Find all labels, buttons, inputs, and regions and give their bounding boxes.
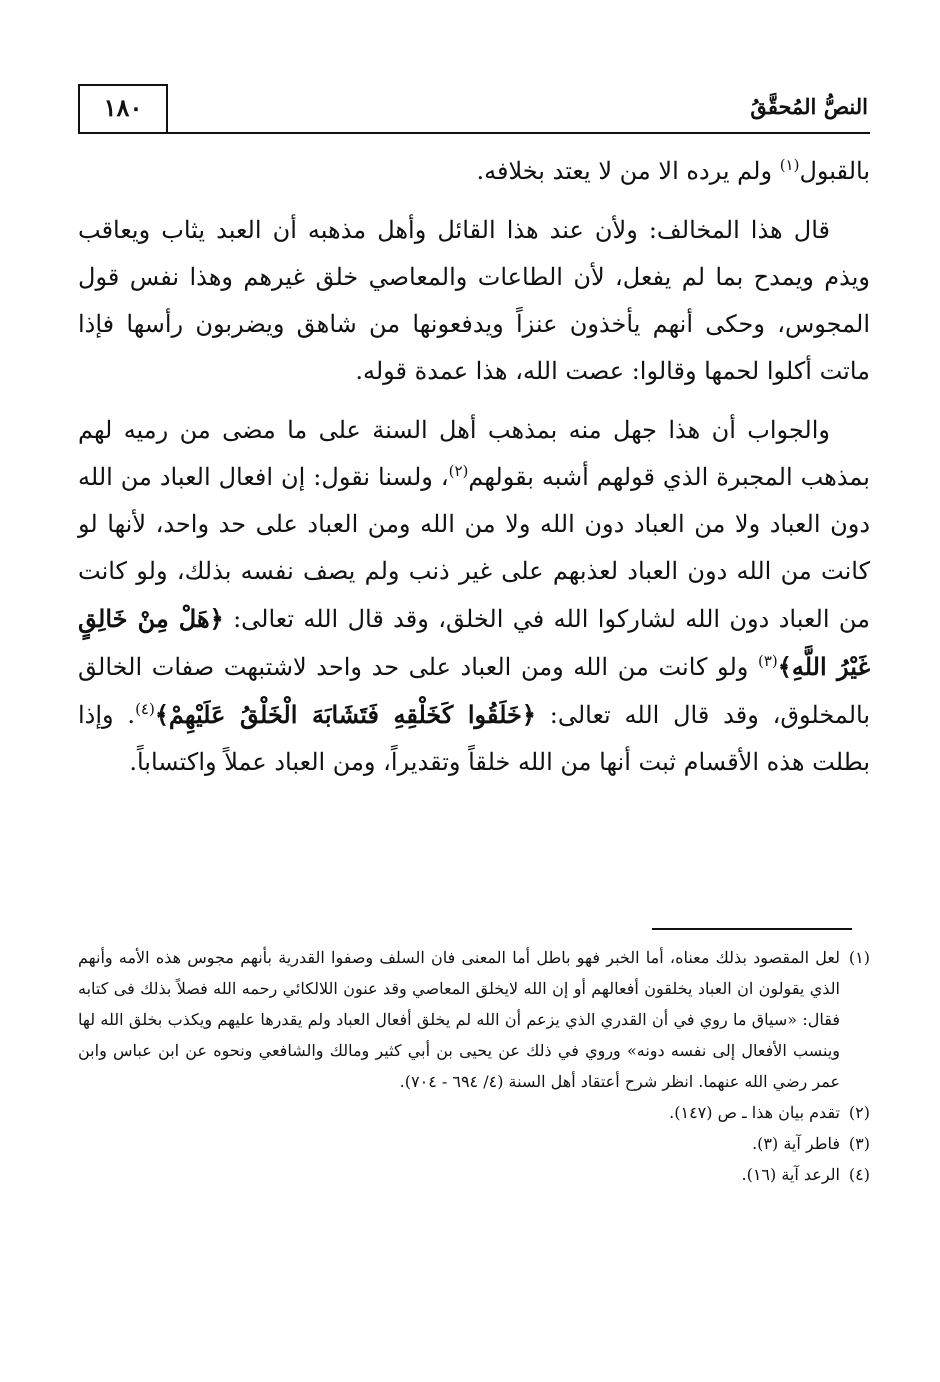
footnote-1 <box>78 942 870 1097</box>
paragraph-1 <box>78 148 870 195</box>
footnote-text: لعل المقصود بذلك معناه، أما الخبر فهو باطل أما المعنى فان السلف وصفوا القدرية بأنهم مجوس هذه الأمه وأنهم الذي يقولون ان العباد يخلقون أفعالهم أو إن الله لايخلق المعاصي وقد عنون اللالكائي رحمه الله فصلاً بذلك فى كتابه فقال: «سياق ما روي في أن القدري الذي يزعم أن الله لم يخلق أفعال العباد ولم يقدرها عليهم ويكذب بخلق الله لها وينسب الأفعال إلى نفسه دونه» وروي في ذلك عن يحيى بن أبي كثير ومالك والشافعي ونحوه عن ابن عباس وابن عمر رضي الله عنهما. انظر شرح أعتقاد أهل السنة (٤/ ٦٩٤ - ٧٠٤). <box>78 948 840 1091</box>
footnote-ref-1[interactable]: (١) <box>779 156 800 174</box>
p1-text-a: بالقبول <box>799 157 870 185</box>
page-number-box: ١٨٠ <box>78 84 168 134</box>
main-text <box>78 148 870 798</box>
paragraph-3 <box>78 407 870 786</box>
footnote-number: (٣) <box>848 1134 870 1153</box>
footnotes <box>78 942 870 1190</box>
page-header <box>78 84 868 134</box>
footnote-ref-4[interactable]: (٤) <box>135 700 155 718</box>
footnote-ref-2[interactable]: (٢) <box>448 462 469 480</box>
p3-text-d: . وإذا بطلت هذه الأقسام ثبت أنها من الله خلقاً وتقديراً، ومن العباد عملاً واكتساباً. <box>78 701 870 776</box>
footnote-separator <box>652 928 852 930</box>
p3-text-c: ولو كانت من الله ومن العباد على حد واحد لاشتبهت صفات الخالق بالمخلوق، وقد قال الله تعالى: <box>78 653 871 729</box>
p3-text-a: والجواب أن هذا جهل منه بمذهب أهل السنة على ما مضى من رميه لهم بمذهب المجبرة الذي قولهم أشبه بقولهم <box>78 416 870 491</box>
footnote-3 <box>78 1128 870 1159</box>
footnote-number: (١) <box>848 948 870 967</box>
p3-text-b: ، ولسنا نقول: إن افعال العباد من الله دون العباد ولا من العباد دون الله ولا من الله ومن العباد على حد واحد، لأنها لو كانت من الله دون العباد لعذبهم على غير ذنب ولم يصف نفسه بذلك، ولو كانت من العباد دون الله لشاركوا الله في الخلق، وقد قال الله تعالى: <box>78 463 870 633</box>
p1-text-b: ولم يرده الا من لا يعتد بخلافه. <box>476 157 780 185</box>
footnote-number: (٢) <box>848 1103 870 1122</box>
footnote-text: الرعد آية (١٦). <box>741 1165 840 1184</box>
quran-quote-1: ﴿هَلْ مِنْ خَالِقٍ غَيْرُ اللَّهِ﴾ <box>78 604 871 681</box>
footnote-ref-3[interactable]: (٣) <box>757 652 778 670</box>
header-rule <box>78 132 870 134</box>
running-title: النصُّ المُحقَّقُ <box>750 94 868 119</box>
footnote-number: (٤) <box>848 1165 870 1184</box>
footnote-text: تقدم بيان هذا ـ ص (١٤٧). <box>669 1103 840 1122</box>
footnote-text: فاطر آية (٣). <box>752 1134 840 1153</box>
footnote-2 <box>78 1097 870 1128</box>
footnote-4 <box>78 1159 870 1190</box>
quran-quote-2: ﴿خَلَقُوا كَخَلْقِهِ فَتَشَابَهَ الْخَلْقُ عَلَيْهِمْ﴾ <box>154 700 536 729</box>
paragraph-2: قال هذا المخالف: ولأن عند هذا القائل وأهل مذهبه أن العبد يثاب ويعاقب ويذم ويمدح بما لم يفعل، لأن الطاعات والمعاصي خلق غيرهم وهذا نفس قول المجوس، وحكى أنهم يأخذون عنزاً ويدفعونها من شاهق ويضربون رأسها فإذا ماتت أكلوا لحمها وقالوا: عصت الله، هذا عمدة قوله. <box>78 216 870 385</box>
